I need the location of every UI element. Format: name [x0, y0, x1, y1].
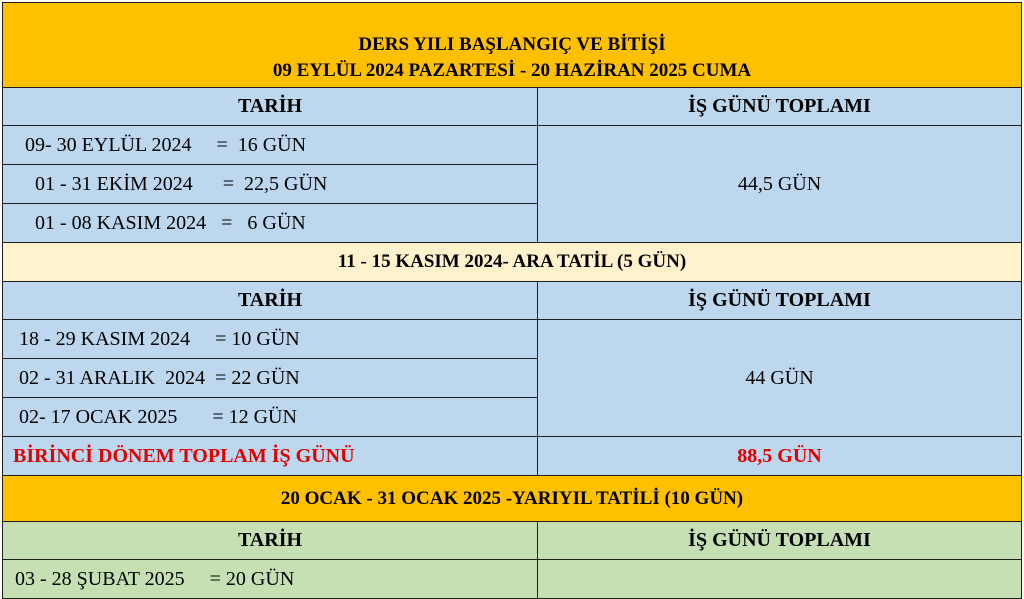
section-total-2: 44 GÜN	[745, 366, 814, 389]
date-line: 18 - 29 KASIM 2024 = 10 GÜN	[3, 320, 537, 359]
date-lines-1	[3, 126, 538, 242]
calendar-title	[2, 2, 1022, 88]
header-workdays: İŞ GÜNÜ TOPLAMI	[688, 95, 871, 117]
header-date: TARİH	[3, 88, 538, 125]
semester-break: 20 OCAK - 31 OCAK 2025 -YARIYIL TATİLİ (10 GÜN)	[2, 475, 1022, 522]
date-line: 01 - 08 KASIM 2024 = 6 GÜN	[25, 211, 306, 234]
mid-term-break: 11 - 15 KASIM 2024- ARA TATİL (5 GÜN)	[2, 242, 1022, 282]
header-date: TARİH	[3, 282, 538, 319]
date-line: 02 - 31 ARALIK 2024 = 22 GÜN	[3, 359, 537, 398]
date-line: 03 - 28 ŞUBAT 2025 = 20 GÜN	[15, 568, 295, 590]
table-header-3	[2, 521, 1022, 560]
table-header-1	[2, 87, 1022, 126]
header-workdays: İŞ GÜNÜ TOPLAMI	[688, 289, 871, 311]
title-line-2: 09 EYLÜL 2024 PAZARTESİ - 20 HAZİRAN 2025 CUMA	[272, 60, 752, 81]
header-workdays: İŞ GÜNÜ TOPLAMI	[688, 529, 871, 551]
table-header-2	[2, 281, 1022, 320]
first-term-label: BİRİNCİ DÖNEM TOPLAM İŞ GÜNÜ	[3, 437, 538, 475]
term-section-3	[2, 559, 1022, 599]
term-section-1	[2, 125, 1022, 243]
term-section-2	[2, 319, 1022, 437]
title-line-1: DERS YILI BAŞLANGIÇ VE BİTİŞİ	[358, 34, 666, 55]
header-date: TARİH	[3, 522, 538, 559]
first-term-total: 88,5 GÜN	[737, 444, 822, 467]
date-line: 01 - 31 EKİM 2024 = 22,5 GÜN	[3, 165, 537, 204]
section-total-3	[538, 560, 1021, 598]
first-term-total-row	[2, 436, 1022, 476]
date-lines-2	[3, 320, 538, 436]
date-line: 09- 30 EYLÜL 2024 = 16 GÜN	[3, 126, 537, 165]
date-line: 02- 17 OCAK 2025 = 12 GÜN	[19, 405, 297, 428]
section-total-1: 44,5 GÜN	[737, 172, 822, 195]
date-lines-3	[3, 560, 538, 598]
